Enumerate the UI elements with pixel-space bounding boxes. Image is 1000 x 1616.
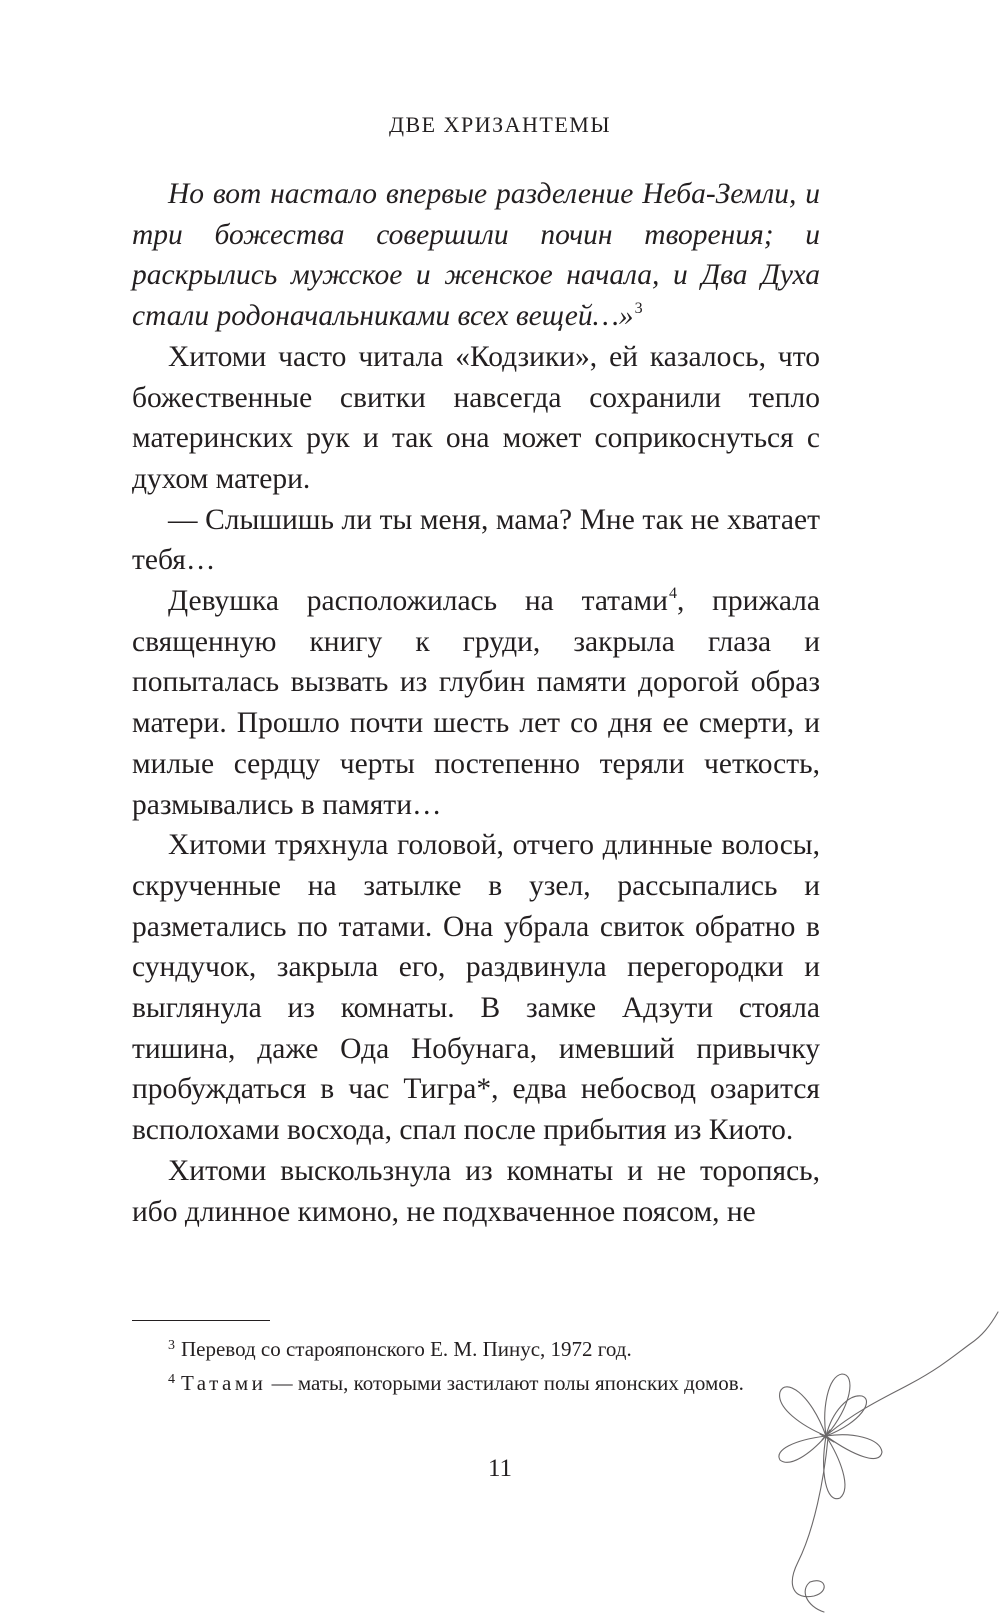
- flower-ornament-icon: [770, 1300, 1000, 1616]
- paragraph-kojiki: Хитоми часто читала «Кодзики», ей казалось, что божественные свитки навсегда сохранили тепло материнских рук и так она может соприкоснуться с духом матери.: [132, 340, 820, 495]
- footnote-3-text: Перевод со старояпонского Е. М. Пинус, 1972 год.: [181, 1337, 632, 1361]
- epigraph-text: Но вот настало впервые разделение Неба-Земли, и три божества совершили почин творения; и раскрылись мужское и женское начала, и Два Духа стали родоначальниками всех вещей…»: [132, 178, 820, 333]
- footnote-4-text: — маты, которыми застилают полы японских домов.: [266, 1371, 744, 1395]
- paragraph-tatami-start: Девушка расположилась на татами: [168, 585, 668, 618]
- footnote-4-term: Татами: [181, 1371, 267, 1395]
- main-text: [132, 174, 820, 1232]
- paragraph-castle: Хитоми тряхнула головой, отчего длинные волосы, скрученные на затылке в узел, рассыпались и разметались по татами. Она убрала свиток обратно в сундучок, закрыла его, раздвинула перегородки и выглянула из комнаты. В замке Адзути стояла тишина, даже Ода Нобунага, имевший привычку пробуждаться в час Тигра*, едва небосвод озарится всполохами восхода, спал после прибытия из Киото.: [132, 829, 820, 1147]
- paragraph-kimono: Хитоми выскользнула из комнаты и не торопясь, ибо длинное кимоно, не подхваченное поясом, не: [132, 1154, 820, 1228]
- paragraph-tatami-end: , прижала священную книгу к груди, закрыла глаза и попыталась вызвать из глубин памяти дорогой образ матери. Прошло почти шесть лет со дня ее смерти, и милые сердцу черты постепенно теряли четкость, размывались в памяти…: [132, 585, 820, 821]
- paragraph-dialogue: — Слышишь ли ты меня, мама? Мне так не хватает тебя…: [132, 503, 820, 577]
- footnote-ref-4[interactable]: 4: [668, 585, 677, 603]
- footnote-rule: [132, 1320, 270, 1321]
- running-head: ДВЕ ХРИЗАНТЕМЫ: [388, 112, 612, 137]
- epigraph-paragraph: [132, 174, 820, 337]
- footnotes: [132, 1334, 820, 1402]
- footnote-4-number: 4: [168, 1372, 175, 1387]
- footnote-3-number: 3: [168, 1338, 175, 1353]
- footnote-4: [132, 1368, 820, 1402]
- page-number: 11: [487, 1455, 513, 1482]
- paragraph-tatami: [132, 581, 820, 825]
- footnote-ref-3[interactable]: 3: [634, 300, 643, 318]
- footnote-3: [132, 1334, 820, 1368]
